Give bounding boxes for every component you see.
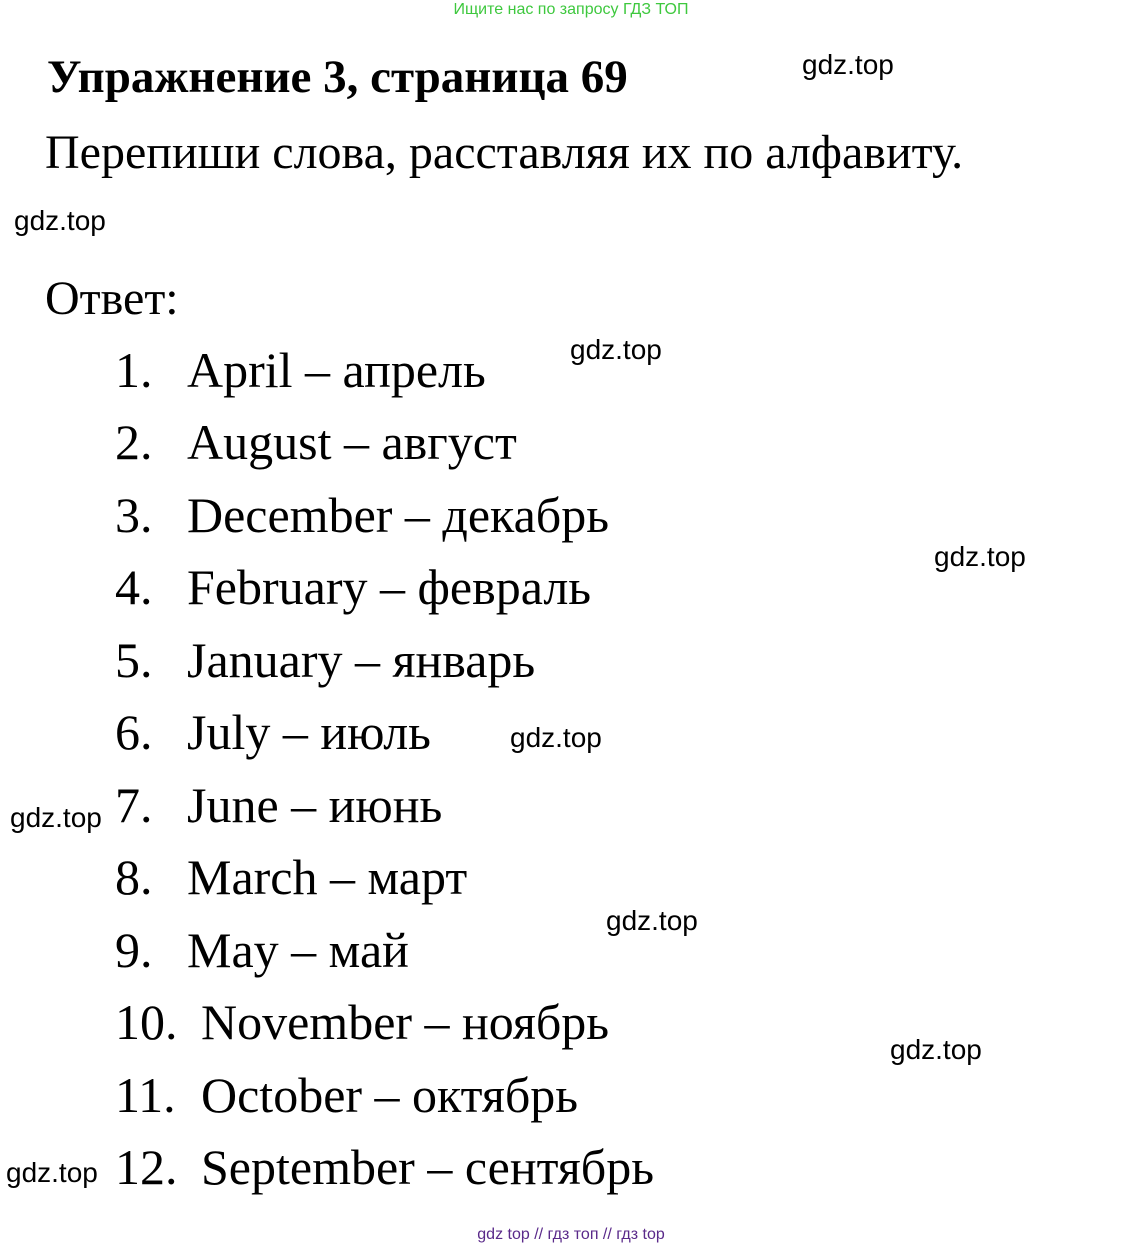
list-item-number: 7.: [115, 777, 153, 833]
list-item-text: December – декабрь: [187, 487, 610, 543]
list-item-text: September – сентябрь: [201, 1139, 655, 1195]
list-item-text: May – май: [187, 922, 409, 978]
list-item-text: June – июнь: [187, 777, 443, 833]
answer-label: Ответ:: [45, 272, 179, 325]
list-item: [115, 630, 535, 690]
list-item-number: 8.: [115, 849, 153, 905]
list-item-number: 9.: [115, 922, 153, 978]
list-item-text: July – июль: [187, 704, 431, 760]
list-item-number: 6.: [115, 704, 153, 760]
list-item: [115, 1065, 578, 1125]
list-item: [115, 847, 467, 907]
list-item-number: 1.: [115, 342, 153, 398]
list-item: [115, 920, 409, 980]
watermark: gdz.top: [934, 541, 1026, 572]
list-item-text: February – февраль: [187, 559, 592, 615]
list-item-text: August – август: [187, 414, 517, 470]
watermark: gdz.top: [14, 205, 106, 236]
footer-links[interactable]: gdz top // гдз топ // гдз top: [477, 1226, 665, 1243]
task-instruction: Перепиши слова, расставляя их по алфавиту.: [45, 126, 964, 179]
list-item-text: March – март: [187, 849, 468, 905]
list-item-text: October – октябрь: [201, 1067, 579, 1123]
list-item-number: 4.: [115, 559, 153, 615]
top-search-link[interactable]: Ищите нас по запросу ГДЗ ТОП: [453, 1, 689, 18]
list-item: [115, 992, 609, 1052]
list-item: [115, 340, 486, 400]
watermark: gdz.top: [606, 905, 698, 936]
list-item-number: 3.: [115, 487, 153, 543]
watermark: gdz.top: [802, 49, 894, 80]
list-item: [115, 775, 442, 835]
list-item-number: 11.: [115, 1067, 176, 1123]
list-item-text: April – апрель: [187, 342, 486, 398]
watermark: gdz.top: [10, 802, 102, 833]
page-title: Упражнение 3, страница 69: [47, 51, 628, 103]
watermark: gdz.top: [6, 1157, 98, 1188]
watermark: gdz.top: [510, 722, 602, 753]
list-item-number: 12.: [115, 1139, 178, 1195]
list-item: [115, 412, 517, 472]
watermark: gdz.top: [570, 334, 662, 365]
list-item-number: 2.: [115, 414, 153, 470]
list-item: [115, 485, 609, 545]
list-item-number: 5.: [115, 632, 153, 688]
list-item: [115, 702, 431, 762]
list-item-number: 10.: [115, 994, 178, 1050]
list-item: [115, 1137, 654, 1197]
list-item: [115, 557, 591, 617]
list-item-text: January – январь: [187, 632, 536, 688]
watermark: gdz.top: [890, 1034, 982, 1065]
list-item-text: November – ноябрь: [201, 994, 610, 1050]
